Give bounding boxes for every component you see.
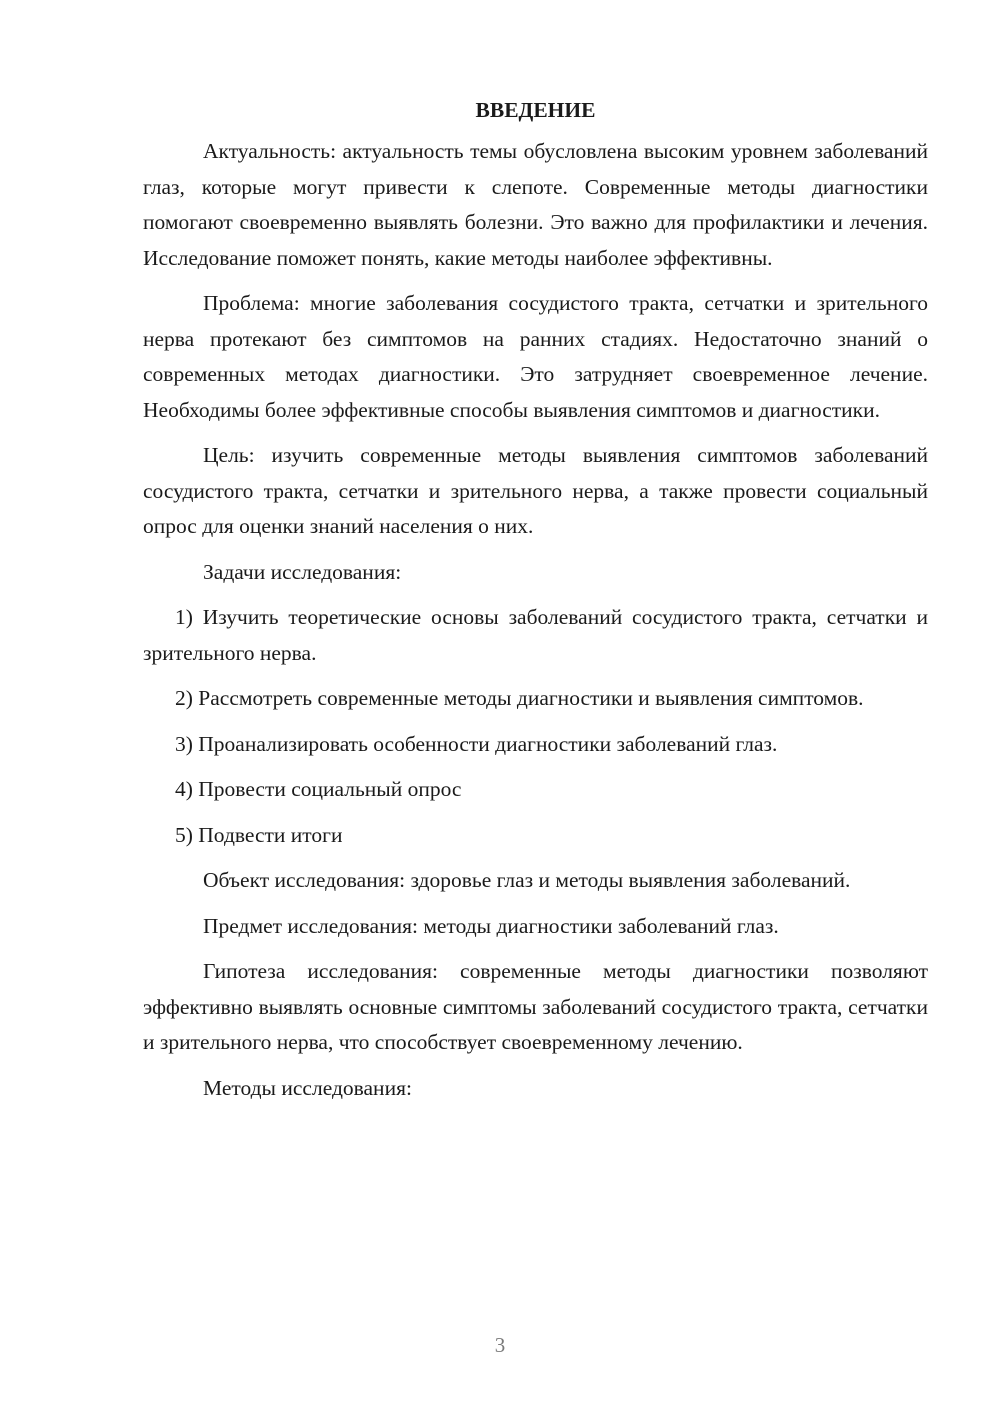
document-page: [143, 92, 928, 1116]
list-item: 3) Проанализировать особенности диагностики заболеваний глаз.: [175, 731, 778, 756]
methods-heading: Методы исследования:: [203, 1075, 412, 1100]
list-item: 4) Провести социальный опрос: [175, 777, 462, 801]
page-number: 3: [494, 1333, 506, 1357]
list-item: 1) Изучить теоретические основы заболеваний сосудистого тракта, сетчатки и зрительного нерва.: [143, 605, 928, 665]
paragraph-problem: Проблема: многие заболевания сосудистого тракта, сетчатки и зрительного нерва протекают без симптомов на ранних стадиях. Недостаточно знаний о современных методах диагностики. Это затрудняет своевременное лечение. Необходимы более эффективные способы выявления симптомов и диагностики.: [143, 291, 928, 422]
list-item: 2) Рассмотреть современные методы диагностики и выявления симптомов.: [175, 686, 864, 710]
paragraph-object: Объект исследования: здоровье глаз и методы выявления заболеваний.: [203, 868, 851, 892]
tasks-heading: Задачи исследования:: [203, 559, 402, 584]
paragraph-subject: Предмет исследования: методы диагностики заболеваний глаз.: [203, 913, 779, 938]
paragraph-relevance: Актуальность: актуальность темы обусловлена высоким уровнем заболеваний глаз, которые могут привести к слепоте. Современные методы диагностики помогают своевременно выявлять болезни. Это важно для профилактики и лечения. Исследование поможет понять, какие методы наиболее эффективны.: [143, 139, 928, 270]
paragraph-hypothesis: Гипотеза исследования: современные методы диагностики позволяют эффективно выявлять основные симптомы заболеваний сосудистого тракта, сетчатки и зрительного нерва, что способствует своевременному лечению.: [143, 959, 928, 1054]
page-title: ВВЕДЕНИЕ: [475, 98, 596, 122]
list-item: 5) Подвести итоги: [175, 822, 343, 847]
paragraph-goal: Цель: изучить современные методы выявления симптомов заболеваний сосудистого тракта, сетчатки и зрительного нерва, а также провести социальный опрос для оценки знаний населения о них.: [143, 443, 928, 538]
